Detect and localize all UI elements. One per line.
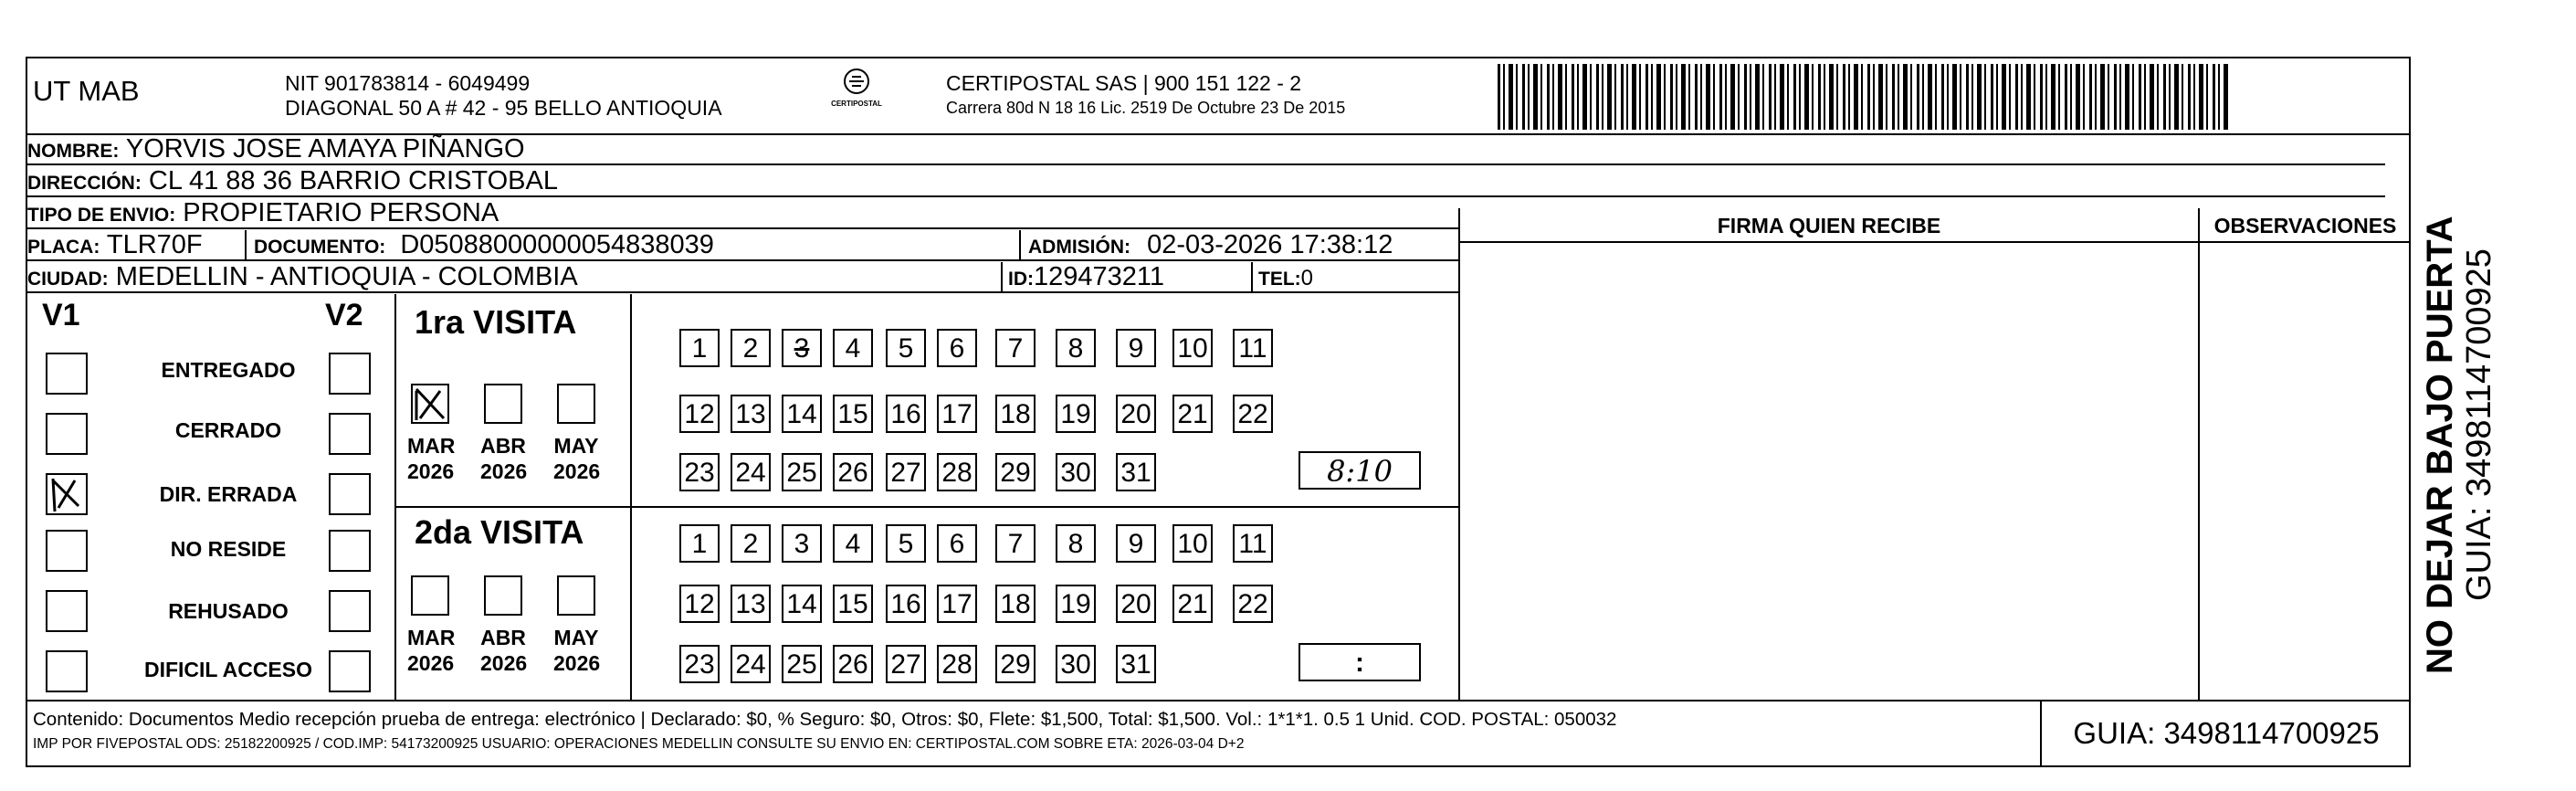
visit-row-divider: [394, 506, 1458, 508]
firma-header: FIRMA QUIEN RECIBE: [1460, 208, 2198, 243]
first-visit-day-31[interactable]: 31: [1116, 453, 1156, 491]
first-visit-day-1[interactable]: 1: [679, 329, 720, 367]
second-visit-time-sep: :: [1355, 648, 1364, 678]
v2-checkbox-cerrado[interactable]: [329, 413, 371, 455]
ciudad-value: MEDELLIN - ANTIOQUIA - COLOMBIA: [115, 262, 578, 291]
admision-cell: [1019, 230, 1393, 259]
status-divider: [394, 294, 396, 700]
form-right-edge: [2409, 133, 2411, 767]
nombre-row: [27, 134, 2385, 165]
first-visit-day-4[interactable]: 4: [833, 329, 873, 367]
courier-title: CERTIPOSTAL SAS | 900 151 122 - 2: [946, 71, 1302, 95]
second-visit-day-17[interactable]: 17: [937, 585, 977, 623]
status-cerrado: CERRADO: [174, 418, 282, 442]
first-visit-day-16[interactable]: 16: [886, 395, 926, 433]
first-visit-year-mar: 2026: [407, 459, 455, 483]
direccion-value: CL 41 88 36 BARRIO CRISTOBAL: [148, 166, 558, 195]
second-visit-day-16[interactable]: 16: [886, 585, 926, 623]
first-visit-month-abr[interactable]: [484, 384, 522, 424]
second-visit-day-6[interactable]: 6: [937, 524, 977, 563]
second-visit-day-18[interactable]: 18: [995, 585, 1036, 623]
placa-row: [27, 230, 1458, 261]
id-label: ID:: [1008, 269, 1034, 290]
second-visit-day-20[interactable]: 20: [1116, 585, 1156, 623]
first-visit-day-28[interactable]: 28: [937, 453, 977, 491]
first-visit-day-5[interactable]: 5: [886, 329, 926, 367]
courier-logo: [827, 68, 886, 108]
v1-checkbox-dir-errada[interactable]: [46, 473, 88, 515]
second-visit-year-mar: 2026: [407, 651, 455, 675]
courier-license: Carrera 80d N 18 16 Lic. 2519 De Octubre 23 De 2015: [946, 99, 1346, 117]
first-visit-month-label-abr: ABR: [480, 434, 526, 458]
second-visit-day-23[interactable]: 23: [679, 645, 720, 683]
v1-checkbox-dificil-acceso[interactable]: [46, 650, 88, 692]
footer-guia: GUIA: 3498114700925: [2073, 716, 2380, 750]
first-visit-day-10[interactable]: 10: [1172, 329, 1213, 367]
v2-checkbox-no-reside[interactable]: [329, 530, 371, 572]
first-visit-day-2[interactable]: 2: [731, 329, 771, 367]
second-visit-title: 2da VISITA: [415, 513, 584, 551]
second-visit-day-29[interactable]: 29: [995, 645, 1036, 683]
first-visit-day-26[interactable]: 26: [833, 453, 873, 491]
first-visit-day-8[interactable]: 8: [1056, 329, 1096, 367]
status-dificil-acceso: DIFICIL ACCESO: [143, 658, 312, 681]
status-section: [27, 294, 1458, 700]
first-visit-time-box[interactable]: [1299, 451, 1421, 490]
second-visit-month-may[interactable]: [557, 575, 595, 616]
second-visit-day-10[interactable]: 10: [1172, 524, 1213, 563]
sender-nit: NIT 901783814 - 6049499: [285, 71, 531, 95]
second-visit-day-25[interactable]: 25: [782, 645, 822, 683]
status-no-reside: NO RESIDE: [170, 537, 287, 561]
second-visit-day-19[interactable]: 19: [1056, 585, 1096, 623]
first-visit-day-7[interactable]: 7: [995, 329, 1036, 367]
courier-logo-text: CERTIPOSTAL: [831, 100, 882, 108]
first-visit-day-11[interactable]: 11: [1233, 329, 1273, 367]
handwritten-check-icon: [47, 475, 86, 513]
id-cell: [1001, 262, 1164, 291]
first-visit-day-20[interactable]: 20: [1116, 395, 1156, 433]
first-visit-day-22[interactable]: 22: [1233, 395, 1273, 433]
status-dir-errada: DIR. ERRADA: [159, 482, 298, 506]
second-visit-day-24[interactable]: 24: [731, 645, 771, 683]
second-visit-day-15[interactable]: 15: [833, 585, 873, 623]
footer-line-1: Contenido: Documentos Medio recepción prueba de entrega: electrónico | Declarado: $0, % Seguro: $0, Otros: $0, Flete: $1,500, Total: $1,500. Vol.: 1*1*1. 0.5 1 Unid. COD. POSTAL: 050032: [33, 709, 1617, 730]
second-visit-day-9[interactable]: 9: [1116, 524, 1156, 563]
first-visit-day-13[interactable]: 13: [731, 395, 771, 433]
observaciones-column: [2200, 208, 2411, 700]
first-visit-month-may[interactable]: [557, 384, 595, 424]
barcode: [1498, 64, 2228, 130]
first-visit-day-21[interactable]: 21: [1172, 395, 1213, 433]
second-visit-day-27[interactable]: 27: [886, 645, 926, 683]
documento-cell: [245, 230, 714, 259]
first-visit-day-9[interactable]: 9: [1116, 329, 1156, 367]
courier-logo-icon: [841, 68, 872, 95]
v2-checkbox-rehusado[interactable]: [329, 590, 371, 632]
admision-value: 02-03-2026 17:38:12: [1147, 230, 1393, 259]
second-visit-day-21[interactable]: 21: [1172, 585, 1213, 623]
v1-label: V1: [42, 298, 80, 332]
first-visit-time-handwritten: 8:10: [1327, 454, 1393, 489]
second-visit-year-may: 2026: [553, 651, 601, 675]
status-entregado: ENTREGADO: [161, 358, 296, 382]
tipo-value: PROPIETARIO PERSONA: [183, 198, 499, 227]
first-visit-day-15[interactable]: 15: [833, 395, 873, 433]
second-visit-month-mar[interactable]: [411, 575, 449, 616]
first-visit-year-may: 2026: [553, 459, 601, 483]
first-visit-day-29[interactable]: 29: [995, 453, 1036, 491]
direccion-label: DIRECCIÓN:: [27, 173, 142, 194]
first-visit-day-30[interactable]: 30: [1056, 453, 1096, 491]
status-rehusado: REHUSADO: [168, 599, 289, 623]
second-visit-day-3[interactable]: 3: [782, 524, 822, 563]
tel-value: 0: [1300, 266, 1314, 290]
second-visit-day-12[interactable]: 12: [679, 585, 720, 623]
tel-label: TEL:: [1258, 269, 1301, 290]
v1-checkbox-entregado[interactable]: [46, 353, 88, 395]
ciudad-row: [27, 262, 1458, 293]
second-visit-day-28[interactable]: 28: [937, 645, 977, 683]
first-visit-year-abr: 2026: [480, 459, 528, 483]
first-visit-day-6[interactable]: 6: [937, 329, 977, 367]
v1-checkbox-rehusado[interactable]: [46, 590, 88, 632]
sender-name: UT MAB: [33, 75, 140, 107]
side-warning: NO DEJAR BAJO PUERTA: [2420, 216, 2460, 674]
second-visit-day-1[interactable]: 1: [679, 524, 720, 563]
side-guia: GUIA: 3498114700925: [2460, 248, 2498, 601]
second-visit-day-31[interactable]: 31: [1116, 645, 1156, 683]
first-visit-day-18[interactable]: 18: [995, 395, 1036, 433]
v2-checkbox-dir-errada[interactable]: [329, 473, 371, 515]
tipo-row: [27, 198, 1458, 229]
second-visit-day-30[interactable]: 30: [1056, 645, 1096, 683]
first-visit-day-25[interactable]: 25: [782, 453, 822, 491]
first-visit-month-mar[interactable]: [411, 384, 449, 424]
first-visit-day-3[interactable]: 3: [782, 329, 822, 367]
handwritten-check-icon: [413, 385, 447, 422]
tel-cell: [1251, 262, 1313, 291]
documento-value: D05088000000054838039: [400, 230, 714, 259]
first-visit-title: 1ra VISITA: [415, 303, 577, 341]
second-visit-day-14[interactable]: 14: [782, 585, 822, 623]
second-visit-day-22[interactable]: 22: [1233, 585, 1273, 623]
second-visit-time-box[interactable]: [1299, 643, 1421, 681]
ciudad-label: CIUDAD:: [27, 269, 109, 290]
second-visit-month-label-abr: ABR: [480, 626, 526, 649]
second-visit-month-label-may: MAY: [553, 626, 599, 649]
first-visit-day-12[interactable]: 12: [679, 395, 720, 433]
first-visit-day-14[interactable]: 14: [782, 395, 822, 433]
tipo-label: TIPO DE ENVIO:: [27, 205, 176, 226]
second-visit-month-abr[interactable]: [484, 575, 522, 616]
first-visit-day-17[interactable]: 17: [937, 395, 977, 433]
v2-checkbox-entregado[interactable]: [329, 353, 371, 395]
placa-value: TLR70F: [106, 230, 203, 259]
placa-label: PLACA:: [27, 237, 100, 258]
second-visit-day-7[interactable]: 7: [995, 524, 1036, 563]
first-visit-day-27[interactable]: 27: [886, 453, 926, 491]
second-visit-day-11[interactable]: 11: [1233, 524, 1273, 563]
documento-label: DOCUMENTO:: [254, 237, 386, 258]
direccion-row: [27, 166, 2385, 197]
visit-divider: [630, 294, 632, 700]
v1-checkbox-no-reside[interactable]: [46, 530, 88, 572]
second-visit-day-4[interactable]: 4: [833, 524, 873, 563]
second-visit-year-abr: 2026: [480, 651, 528, 675]
first-visit-day-19[interactable]: 19: [1056, 395, 1096, 433]
footer: [27, 700, 2409, 767]
v2-label: V2: [325, 298, 363, 332]
sender-address: DIAGONAL 50 A # 42 - 95 BELLO ANTIOQUIA: [285, 96, 722, 120]
footer-guia-cell: [2040, 701, 2411, 767]
nombre-label: NOMBRE:: [27, 141, 120, 162]
second-visit-day-2[interactable]: 2: [731, 524, 771, 563]
second-visit-month-label-mar: MAR: [407, 626, 456, 649]
footer-line-2: IMP POR FIVEPOSTAL ODS: 25182200925 / COD.IMP: 54173200925 USUARIO: OPERACIONES MEDELLIN CONSULTE SU ENVIO EN: CERTIPOSTAL.COM SOBRE ETA: 2026-03-04 D+2: [33, 736, 1245, 752]
second-visit-day-8[interactable]: 8: [1056, 524, 1096, 563]
firma-column: [1458, 208, 2200, 700]
second-visit-day-13[interactable]: 13: [731, 585, 771, 623]
first-visit-day-24[interactable]: 24: [731, 453, 771, 491]
v1-checkbox-cerrado[interactable]: [46, 413, 88, 455]
v2-checkbox-dificil-acceso[interactable]: [329, 650, 371, 692]
first-visit-month-label-mar: MAR: [407, 434, 456, 458]
second-visit-day-5[interactable]: 5: [886, 524, 926, 563]
first-visit-month-label-may: MAY: [553, 434, 599, 458]
first-visit-day-23[interactable]: 23: [679, 453, 720, 491]
nombre-value: YORVIS JOSE AMAYA PIÑANGO: [125, 134, 525, 163]
second-visit-day-26[interactable]: 26: [833, 645, 873, 683]
observaciones-header: OBSERVACIONES: [2200, 208, 2411, 243]
admision-label: ADMISIÓN:: [1028, 237, 1130, 258]
id-value: 129473211: [1034, 262, 1165, 291]
